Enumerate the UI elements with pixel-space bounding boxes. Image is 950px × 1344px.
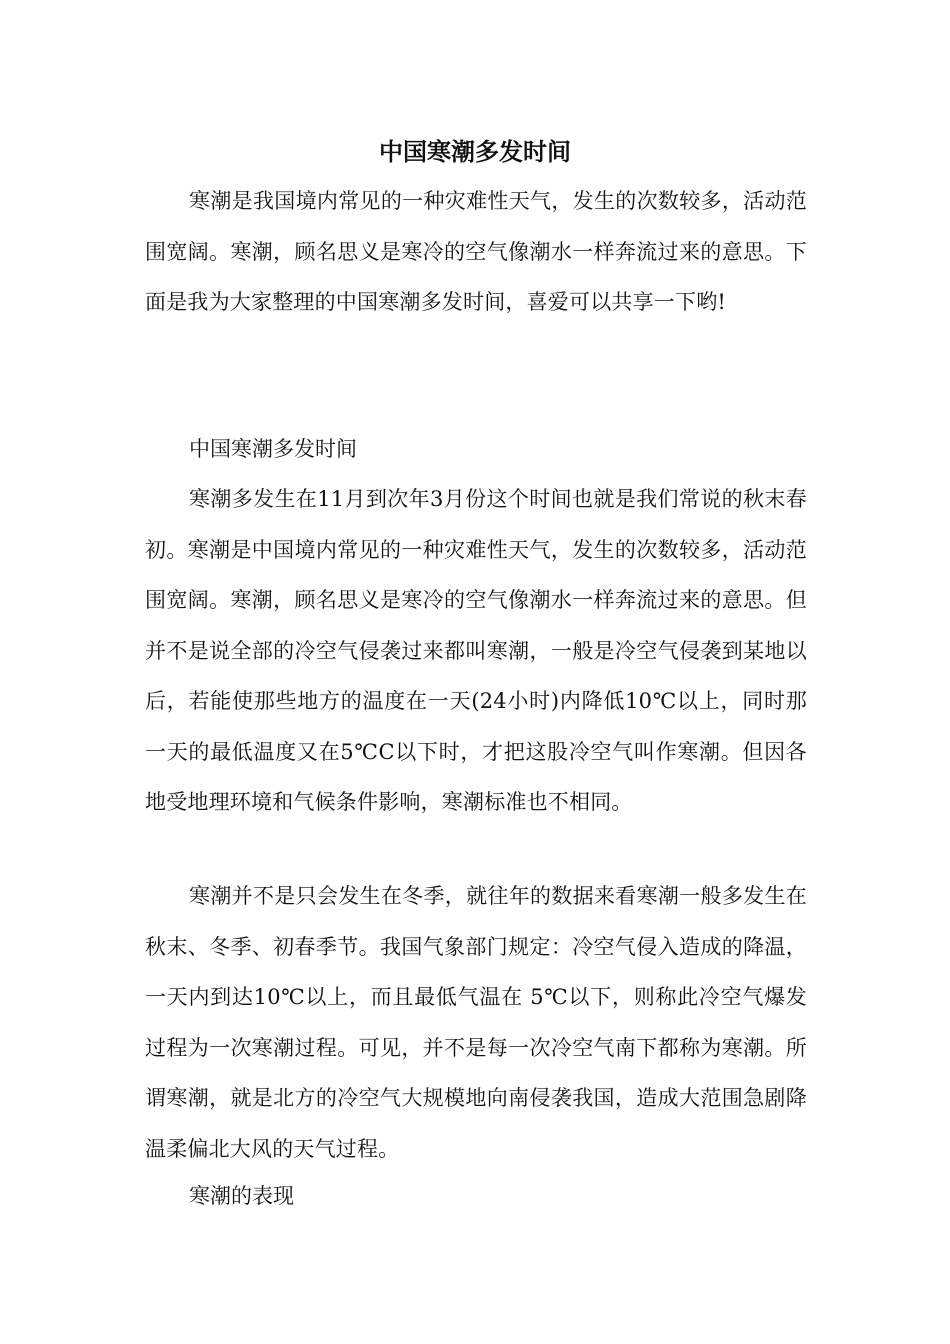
document-title: 中国寒潮多发时间 <box>379 138 571 166</box>
section-heading-cold-wave-performance: 寒潮的表现 <box>189 1184 294 1208</box>
section-heading-cold-wave-time: 中国寒潮多发时间 <box>189 437 357 461</box>
section-paragraph-seasons: 寒潮并不是只会发生在冬季，就往年的数据来看寒潮一般多发生在秋末、冬季、初春季节。我国气象部门规定：冷空气侵入造成的降温，一天内到达10℃以上，而且最低气温在 5℃以下，则称此冷空气爆发过程为一次寒潮过程。可见，并不是每一次冷空气南下都称为寒潮。所谓寒潮，就是北方的冷空气大规模地向南侵袭我国，造成大范围急剧降温柔偏北大风的天气过程。 <box>145 884 807 1161</box>
section-paragraph-timing: 寒潮多发生在11月到次年3月份这个时间也就是我们常说的秋末春初。寒潮是中国境内常见的一种灾难性天气，发生的次数较多，活动范围宽阔。寒潮，顾名思义是寒冷的空气像潮水一样奔流过来的意思。但并不是说全部的冷空气侵袭过来都叫寒潮，一般是冷空气侵袭到某地以后，若能使那些地方的温度在一天(24小时)内降低10℃以上，同时那一天的最低温度又在5℃C以下时，才把这股冷空气叫作寒潮。但因各地受地理环境和气候条件影响，寒潮标准也不相同。 <box>145 487 807 814</box>
intro-paragraph: 寒潮是我国境内常见的一种灾难性天气，发生的次数较多，活动范围宽阔。寒潮，顾名思义是寒冷的空气像潮水一样奔流过来的意思。下面是我为大家整理的中国寒潮多发时间，喜爱可以共享一下哟! <box>145 189 807 314</box>
